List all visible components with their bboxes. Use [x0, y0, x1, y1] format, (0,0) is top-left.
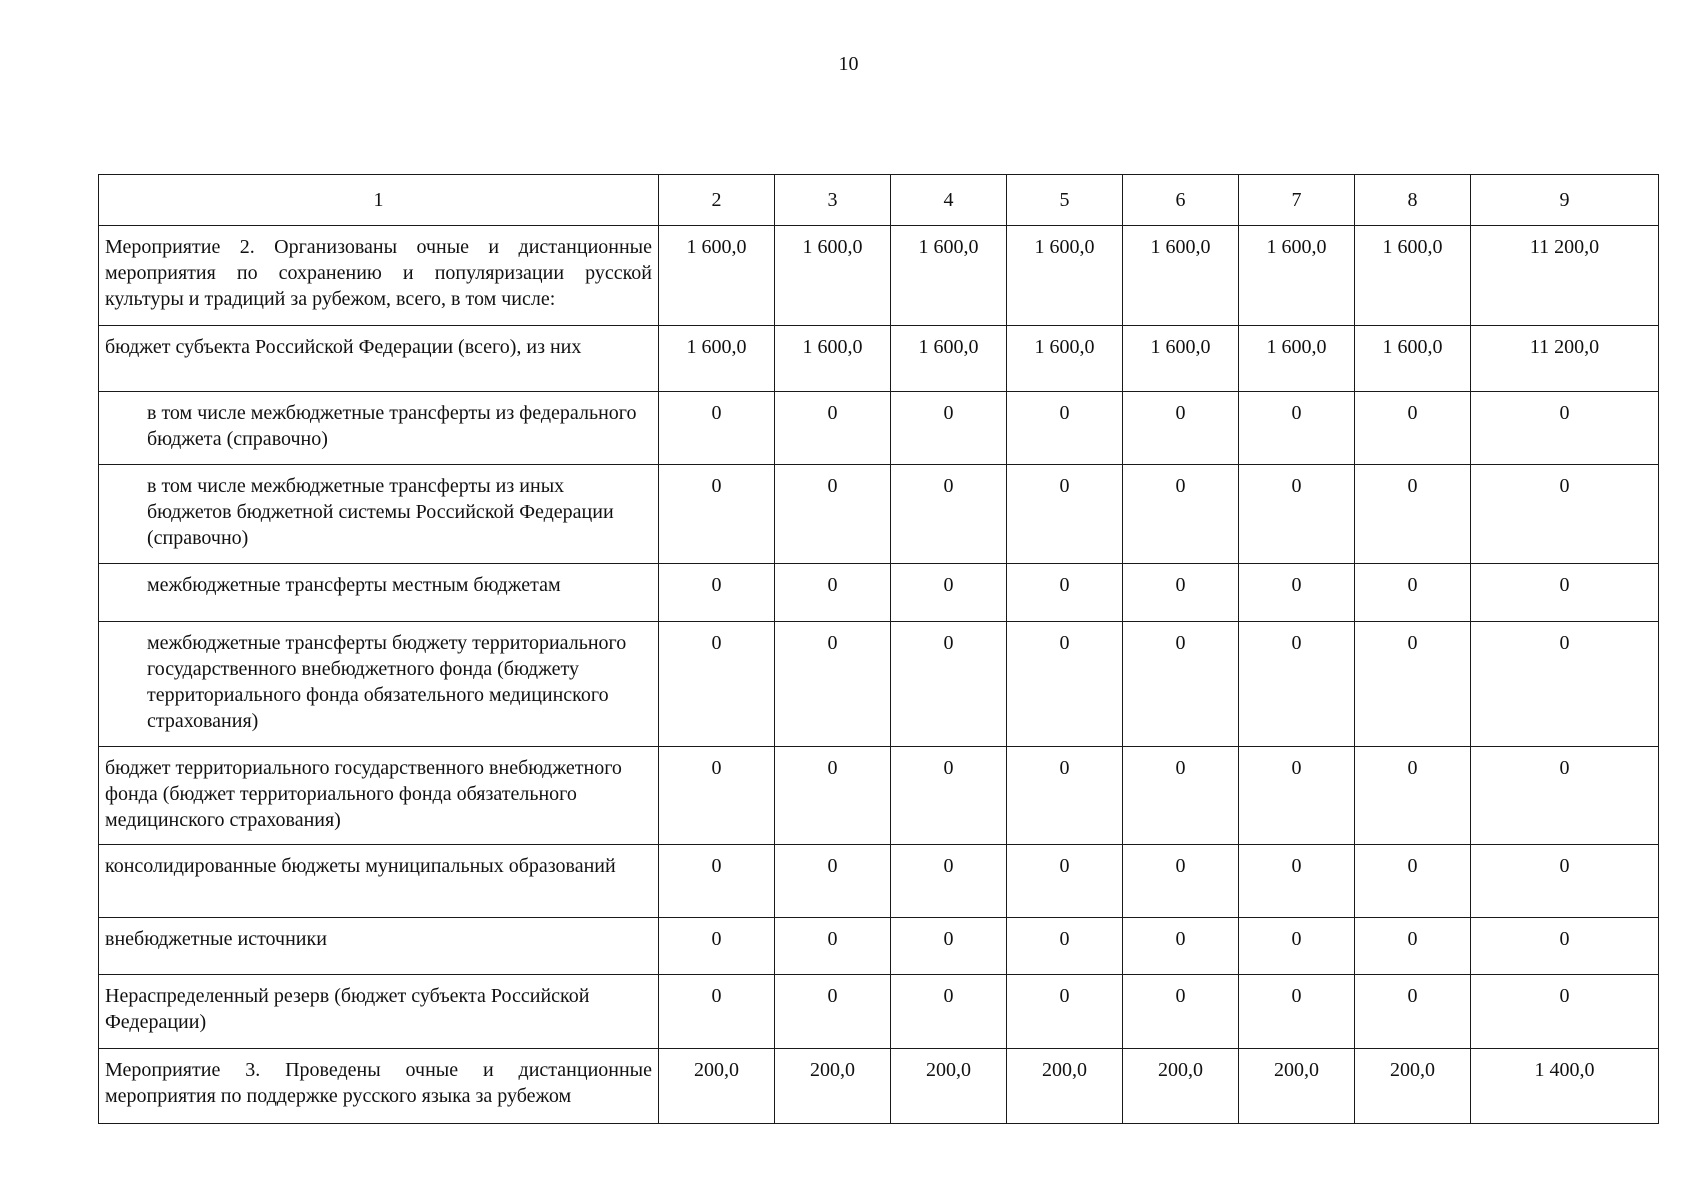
value-cell: 0 — [891, 747, 1007, 845]
row-label: Нераспределенный резерв (бюджет субъекта Российской Федерации) — [99, 975, 659, 1049]
value-cell: 0 — [659, 747, 775, 845]
value-cell: 0 — [891, 622, 1007, 747]
total-cell: 0 — [1471, 564, 1659, 622]
value-cell: 0 — [1239, 392, 1355, 465]
value-cell: 0 — [1007, 747, 1123, 845]
value-cell: 1 600,0 — [1123, 226, 1239, 326]
value-cell: 1 600,0 — [891, 326, 1007, 392]
value-cell: 0 — [1123, 975, 1239, 1049]
value-cell: 0 — [1355, 465, 1471, 564]
value-cell: 0 — [1007, 392, 1123, 465]
value-cell: 0 — [1239, 747, 1355, 845]
value-cell: 0 — [775, 564, 891, 622]
value-cell: 200,0 — [891, 1049, 1007, 1124]
row-label: бюджет территориального государственного внебюджетного фонда (бюджет территориального фонда обязательного медицинского страхования) — [99, 747, 659, 845]
column-header: 1 — [99, 175, 659, 226]
value-cell: 0 — [1355, 622, 1471, 747]
total-cell: 0 — [1471, 845, 1659, 918]
value-cell: 0 — [1355, 747, 1471, 845]
table-row — [99, 1049, 1659, 1124]
value-cell: 200,0 — [1239, 1049, 1355, 1124]
value-cell: 0 — [775, 918, 891, 975]
column-header: 4 — [891, 175, 1007, 226]
total-cell: 0 — [1471, 975, 1659, 1049]
value-cell: 0 — [775, 465, 891, 564]
row-label: в том числе межбюджетные трансферты из федерального бюджета (справочно) — [99, 392, 659, 465]
value-cell: 0 — [891, 845, 1007, 918]
value-cell: 0 — [659, 918, 775, 975]
value-cell: 0 — [1123, 465, 1239, 564]
value-cell: 0 — [1239, 564, 1355, 622]
total-cell: 11 200,0 — [1471, 326, 1659, 392]
value-cell: 0 — [775, 622, 891, 747]
value-cell: 0 — [1355, 975, 1471, 1049]
value-cell: 0 — [775, 845, 891, 918]
value-cell: 0 — [1239, 845, 1355, 918]
value-cell: 0 — [659, 564, 775, 622]
value-cell: 1 600,0 — [1355, 226, 1471, 326]
value-cell: 0 — [775, 747, 891, 845]
value-cell: 0 — [891, 392, 1007, 465]
total-cell: 0 — [1471, 465, 1659, 564]
table-row — [99, 975, 1659, 1049]
table-header-row — [99, 175, 1659, 226]
total-cell: 0 — [1471, 918, 1659, 975]
value-cell: 0 — [1123, 918, 1239, 975]
value-cell: 0 — [891, 465, 1007, 564]
table-row — [99, 226, 1659, 326]
value-cell: 0 — [1123, 564, 1239, 622]
value-cell: 1 600,0 — [775, 226, 891, 326]
value-cell: 0 — [891, 975, 1007, 1049]
row-label: консолидированные бюджеты муниципальных образований — [99, 845, 659, 918]
value-cell: 1 600,0 — [1007, 226, 1123, 326]
column-header: 6 — [1123, 175, 1239, 226]
table-row — [99, 747, 1659, 845]
total-cell: 1 400,0 — [1471, 1049, 1659, 1124]
value-cell: 0 — [775, 392, 891, 465]
total-cell: 0 — [1471, 747, 1659, 845]
column-header: 7 — [1239, 175, 1355, 226]
column-header: 5 — [1007, 175, 1123, 226]
total-cell: 0 — [1471, 392, 1659, 465]
value-cell: 0 — [1007, 918, 1123, 975]
value-cell: 0 — [1355, 845, 1471, 918]
value-cell: 1 600,0 — [659, 226, 775, 326]
value-cell: 0 — [659, 465, 775, 564]
table-row — [99, 622, 1659, 747]
column-header: 2 — [659, 175, 775, 226]
value-cell: 1 600,0 — [1123, 326, 1239, 392]
value-cell: 1 600,0 — [1355, 326, 1471, 392]
value-cell: 200,0 — [1355, 1049, 1471, 1124]
value-cell: 1 600,0 — [891, 226, 1007, 326]
value-cell: 200,0 — [659, 1049, 775, 1124]
row-label: Мероприятие 2. Организованы очные и дистанционные мероприятия по сохранению и популяризации русской культуры и традиций за рубежом, всего, в том числе: — [99, 226, 659, 326]
table-row — [99, 845, 1659, 918]
value-cell: 0 — [891, 564, 1007, 622]
page-number: 10 — [838, 53, 859, 75]
value-cell: 1 600,0 — [1007, 326, 1123, 392]
budget-table — [98, 174, 1659, 1124]
value-cell: 200,0 — [1123, 1049, 1239, 1124]
column-header: 9 — [1471, 175, 1659, 226]
value-cell: 0 — [1355, 392, 1471, 465]
value-cell: 0 — [1355, 918, 1471, 975]
value-cell: 0 — [1355, 564, 1471, 622]
value-cell: 0 — [659, 975, 775, 1049]
row-label: межбюджетные трансферты бюджету территориального государственного внебюджетного фонда (бюджету территориального фонда обязательного медицинского страхования) — [99, 622, 659, 747]
value-cell: 0 — [1007, 845, 1123, 918]
value-cell: 0 — [1239, 622, 1355, 747]
value-cell: 0 — [659, 392, 775, 465]
value-cell: 0 — [1239, 975, 1355, 1049]
value-cell: 0 — [775, 975, 891, 1049]
value-cell: 0 — [1007, 564, 1123, 622]
row-label: внебюджетные источники — [99, 918, 659, 975]
column-header: 8 — [1355, 175, 1471, 226]
value-cell: 0 — [1123, 392, 1239, 465]
total-cell: 11 200,0 — [1471, 226, 1659, 326]
table-row — [99, 465, 1659, 564]
value-cell: 0 — [1007, 975, 1123, 1049]
value-cell: 0 — [1007, 465, 1123, 564]
value-cell: 0 — [1123, 845, 1239, 918]
value-cell: 0 — [1239, 918, 1355, 975]
table-row — [99, 326, 1659, 392]
row-label: межбюджетные трансферты местным бюджетам — [99, 564, 659, 622]
value-cell: 1 600,0 — [1239, 226, 1355, 326]
table-row — [99, 392, 1659, 465]
row-label: бюджет субъекта Российской Федерации (всего), из них — [99, 326, 659, 392]
value-cell: 0 — [1123, 747, 1239, 845]
column-header: 3 — [775, 175, 891, 226]
total-cell: 0 — [1471, 622, 1659, 747]
value-cell: 1 600,0 — [1239, 326, 1355, 392]
row-label: в том числе межбюджетные трансферты из иных бюджетов бюджетной системы Российской Федерации (справочно) — [99, 465, 659, 564]
table-row — [99, 918, 1659, 975]
table-row — [99, 564, 1659, 622]
value-cell: 0 — [1007, 622, 1123, 747]
value-cell: 0 — [1239, 465, 1355, 564]
value-cell: 1 600,0 — [659, 326, 775, 392]
value-cell: 200,0 — [1007, 1049, 1123, 1124]
value-cell: 0 — [891, 918, 1007, 975]
value-cell: 0 — [659, 622, 775, 747]
row-label: Мероприятие 3. Проведены очные и дистанционные мероприятия по поддержке русского языка за рубежом — [99, 1049, 659, 1124]
value-cell: 1 600,0 — [775, 326, 891, 392]
value-cell: 0 — [659, 845, 775, 918]
value-cell: 0 — [1123, 622, 1239, 747]
value-cell: 200,0 — [775, 1049, 891, 1124]
